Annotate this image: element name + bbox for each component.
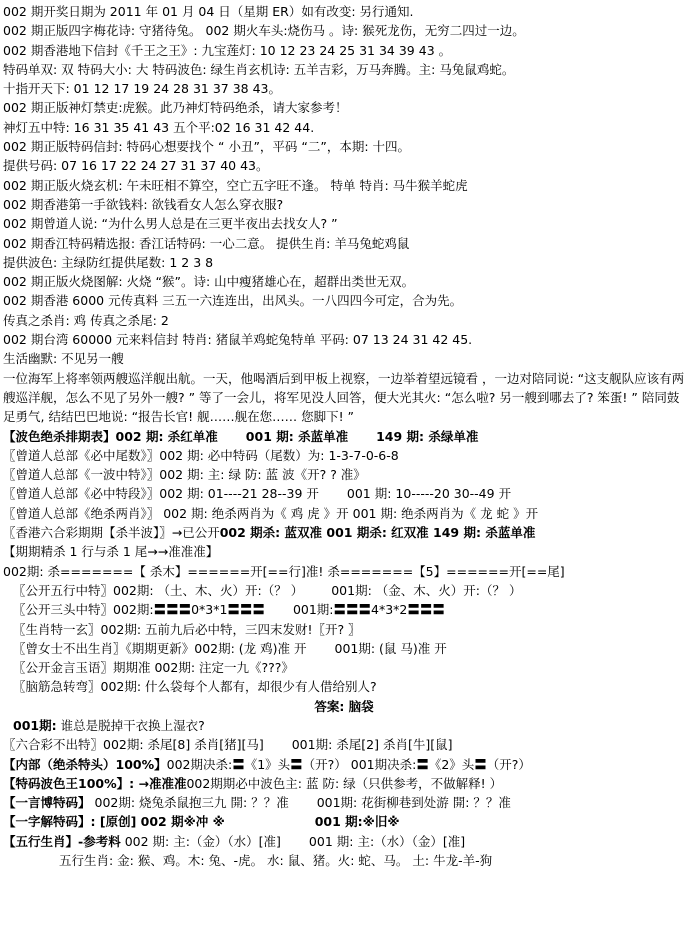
wave-color-line: 提供波色: 主绿防红提供尾数: 1 2 3 8 bbox=[3, 254, 214, 270]
riddle-001-line: 001期: 谁总是脱掉干衣换上湿衣? bbox=[13, 717, 205, 733]
kill-row-tail-line: 002期: 杀=======【 杀木】======开[==行]准! 杀=======【5】======开[==尾] bbox=[3, 563, 565, 579]
five-elements-zodiac-line: 【五行生肖】-参考料 002 期: 主:（金）（水）[准] 001 期: 主:（水）（金）[准] bbox=[3, 833, 466, 849]
fax-6000-line: 002 期香港 6000 元传真料 三五一六连连出，出风头。一八四四今可定，合为先。 bbox=[3, 293, 463, 309]
no-special-line: 〖六合彩不出特〗002期: 杀尾[8] 杀肖[猪][马] 001期: 杀尾[2] 杀肖[牛][鼠] bbox=[3, 737, 453, 753]
fire-mystery-line: 002 期正版火烧玄机: 午未旺相不算空，空亡五字旺不逢。 特单 特肖: 马牛猴羊蛇虎 bbox=[3, 177, 468, 193]
five-elements-line: 〖公开五行中特〗002期: （土、木、火）开:（？ ） 001期: （金、木、火）开:（？ ） bbox=[13, 582, 522, 598]
tail-number-line: 〖曾道人总部《必中尾数》〗002 期: 必中特码（尾数）为: 1-3-7-0-6-8 bbox=[3, 447, 399, 463]
brain-teaser-line: 〖脑筋急转弯〗002期: 什么袋每个人都有，却很少有人借给别人? bbox=[13, 679, 377, 695]
wave-kill-schedule bbox=[3, 427, 685, 446]
half-wave-line: 〖香港六合彩期期【杀半波】〗→已公开002 期杀: 蓝双准 001 期杀: 红双准 149 期: 杀蓝单准 bbox=[3, 525, 536, 541]
internal-head-line: 【内部（绝杀特头）100%】002期决杀:〓《1》头〓（开?） 001期决杀:〓《2》头〓（开?） bbox=[3, 756, 531, 772]
element-zodiac-map-line: 五行生肖: 金: 猴、鸡。木: 兔、-虎。 水: 鼠、猪。火: 蛇、马。 土: 牛龙-羊-狗 bbox=[59, 853, 493, 869]
zeng-says-line: 002 期曾道人说: “为什么男人总是在三更半夜出去找女人? ” bbox=[3, 216, 338, 232]
ten-fingers-line: 十指开天下: 01 12 17 19 24 28 31 37 38 43。 bbox=[3, 81, 282, 97]
golden-words-line: 〖公开金言玉语〗期期准 002期: 注定一九《???》 bbox=[13, 660, 294, 676]
taiwan-60000-line: 002 期台湾 60000 元来料信封 特肖: 猪鼠羊鸡蛇兔特单 平码: 07 13 24 31 42 45. bbox=[3, 332, 473, 348]
wave-kill-002: 【波色绝杀排期表】002 期: 杀红单准 bbox=[3, 428, 218, 444]
zodiac-mystery-line: 〖生肖特一玄〗002期: 五前九后必中特，三四末发财!〖开? 〗 bbox=[13, 621, 361, 637]
one-wave-line: 〖曾道人总部《一波中特》〗002 期: 主: 绿 防: 蓝 波《开? ? 准》 bbox=[3, 467, 366, 483]
special-code-line: 特码单双: 双 特码大小: 大 特码波色: 绿生肖玄机诗: 五羊吉彩，万马奔腾。主: 马兔鼠鸡蛇。 bbox=[3, 61, 515, 77]
lamp-five-line: 神灯五中特: 16 31 35 41 43 五个平:02 16 31 42 44. bbox=[3, 119, 315, 135]
hk-first-hand-line: 002 期香港第一手欲钱料: 欲钱看女人怎么穿衣服? bbox=[3, 196, 284, 212]
wave-king-line: 【特码波色王100%】: →准准准002期期必中波色主: 蓝 防: 绿（只供参考，不做解释! ） bbox=[3, 775, 503, 791]
humor-story: 一位海军上将率领两艘巡洋舰出航。一天，他喝酒后到甲板上视察，一边举着望远镜看 ，一边对陪同说: “这支舰队应该有两艘巡洋舰，怎么不见了另外一艘? ” 等了一会儿，将军见没人回答，便大光其火: “怎么啦? 另一艘到哪去了? 笨蛋! ” 陪同鼓足勇气, 结结巴巴地说: “报告长官! 舰……舰在您…… 您脚下! ” bbox=[3, 370, 685, 425]
plum-poem-line: 002 期正版四字梅花诗: 守猪待兔。 002 期火车头:烧伤马 。诗: 猴死龙伤，无穷二四过一边。 bbox=[3, 23, 525, 39]
wave-kill-001: 001 期: 杀蓝单准 bbox=[245, 428, 349, 444]
kill-two-zodiac-line: 〖曾道人总部《绝杀两肖》〗 002 期: 绝杀两肖为《 鸡 虎 》开 001 期: 绝杀两肖为《 龙 蛇 》开 bbox=[3, 505, 539, 521]
answer-line: 答案: 脑袋 bbox=[314, 698, 374, 714]
three-heads-line: 〖公开三头中特〗002期:〓〓〓0*3*1〓〓〓 001期:〓〓〓4*3*2〓〓〓 bbox=[13, 602, 445, 618]
underground-envelope-line: 002 期香港地下信封《千王之王》: 九宝莲灯: 10 12 23 24 25 31 34 39 43 。 bbox=[3, 42, 452, 58]
xiangjiang-line: 002 期香江特码精选报: 香江话特码: 一心二意。 提供生肖: 羊马兔蛇鸡鼠 bbox=[3, 235, 410, 251]
humor-title-line: 生活幽默: 不见另一艘 bbox=[3, 351, 124, 367]
wave-kill-149: 149 期: 杀绿单准 bbox=[376, 428, 479, 444]
fire-diagram-line: 002 期正版火烧图解: 火烧 “猴”。诗: 山中瘦猪雄心在，超群出类世无双。 bbox=[3, 274, 415, 290]
kill-row-tail-title: 【期期精杀 1 行与杀 1 尾→→准准准】 bbox=[3, 544, 219, 560]
provided-numbers-line: 提供号码: 07 16 17 22 24 27 31 37 40 43。 bbox=[3, 158, 269, 174]
special-envelope-line: 002 期正版特码信封: 特码心想要找个 “ 小丑”，平码 “二”，本期: 十四。 bbox=[3, 139, 411, 155]
ms-zeng-line: 〖曾女士不出生肖〗《期期更新》002期: (龙 鸡)准 开 001期: (鼠 马)准 开 bbox=[13, 640, 447, 656]
one-word-line: 【一言博特码】 002期: 烧兔杀鼠抱三九 開: ？？准 001期: 花街柳巷到处游 開: ？？准 bbox=[3, 795, 511, 811]
lamp-forbidden-line: 002 期正版神灯禁吏:虎猴。此乃神灯特码绝杀，请大家参考！ bbox=[3, 100, 348, 116]
fax-kill-line: 传真之杀肖: 鸡 传真之杀尾: 2 bbox=[3, 312, 169, 328]
special-segment-line: 〖曾道人总部《必中特段》〗002 期: 01----21 28--39 开 001 期: 10-----20 30--49 开 bbox=[3, 486, 512, 502]
draw-date-line: 002 期开奖日期为 2011 年 01 月 04 日（星期 ER）如有改变: 另行通知. bbox=[3, 4, 414, 19]
one-char-line: 【一字解特码】: [原创] 002 期※冲 ※ 001 期:※旧※ bbox=[3, 814, 400, 830]
